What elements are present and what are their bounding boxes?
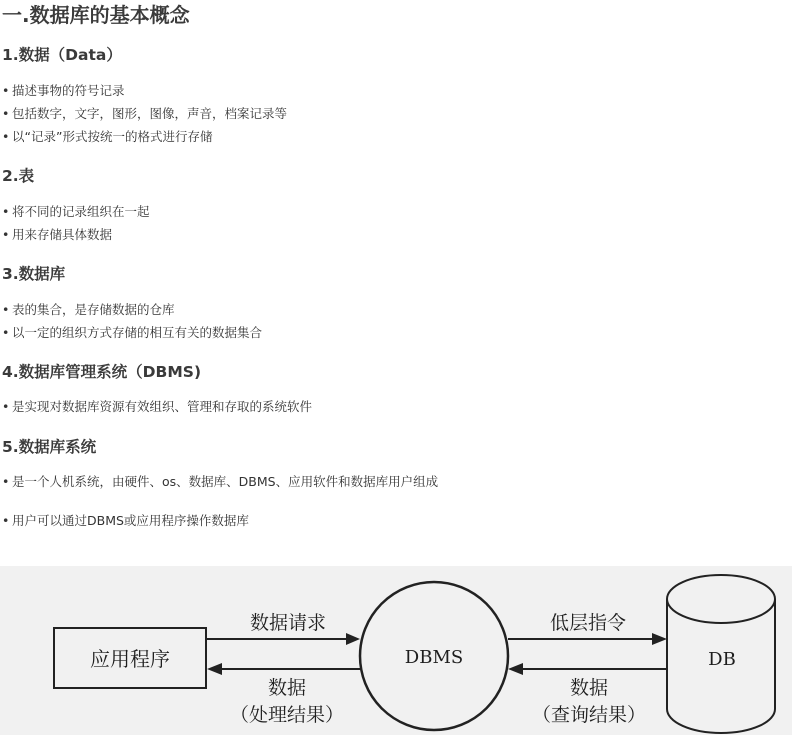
bullet-marker: • [2,513,10,528]
section-heading-database: 3.数据库 [2,265,66,283]
list-item [2,105,287,123]
list-item-text: 用户可以通过DBMS或应用程序操作数据库 [12,513,249,528]
list-item-text: 以“记录”形式按统一的格式进行存储 [12,129,213,144]
section-heading-database-system: 5.数据库系统 [2,438,97,456]
bullet-marker: • [2,302,10,317]
list-item [2,226,112,244]
bullet-marker: • [2,204,10,219]
bullet-marker: • [2,106,10,121]
bullet-marker: • [2,474,10,489]
list-item-text: 将不同的记录组织在一起 [12,204,150,219]
query-return-arrow-head [508,663,523,675]
query-return-sublabel: （查询结果） [531,704,647,726]
section-heading-table: 2.表 [2,167,35,185]
list-item [2,398,312,416]
data-return-label: 数据 [267,677,307,699]
bullet-marker: • [2,227,10,242]
list-item-text: 是实现对数据库资源有效组织、管理和存取的系统软件 [12,399,313,414]
request-arrow-head [346,633,360,645]
db-label: DB [708,649,736,670]
instruction-arrow-label: 低层指令 [549,612,627,634]
list-item [2,324,262,342]
bullet-marker: • [2,399,10,414]
database-system-diagram [0,566,792,735]
bullet-marker: • [2,129,10,144]
list-item-text: 以一定的组织方式存储的相互有关的数据集合 [12,325,263,340]
dbms-label: DBMS [404,647,464,668]
list-item-text: 表的集合，是存储数据的仓库 [12,302,175,317]
list-item-text: 是一个人机系统，由硬件、os、数据库、DBMS、应用软件和数据库用户组成 [12,474,439,489]
diagram-svg [0,566,792,735]
query-return-label: 数据 [569,677,609,699]
list-item [2,128,212,146]
list-item [2,203,150,221]
page-title: 一.数据库的基本概念 [2,3,190,27]
list-item-text: 包括数字，文字，图形，图像，声音，档案记录等 [12,106,288,121]
section-heading-data: 1.数据（Data） [2,46,122,64]
bullet-marker: • [2,83,10,98]
instruction-arrow-head [652,633,667,645]
bullet-marker: • [2,325,10,340]
section-heading-dbms: 4.数据库管理系统（DBMS) [2,363,202,381]
app-box-label: 应用程序 [90,647,170,671]
db-cylinder-top [667,575,775,623]
request-arrow-label: 数据请求 [249,612,327,634]
list-item [2,301,175,319]
data-return-arrow-head [207,663,222,675]
list-item [2,82,125,100]
list-item [2,473,438,491]
list-item-text: 描述事物的符号记录 [12,83,125,98]
data-return-sublabel: （处理结果） [229,704,345,726]
list-item-text: 用来存储具体数据 [12,227,113,242]
list-item [2,512,249,530]
